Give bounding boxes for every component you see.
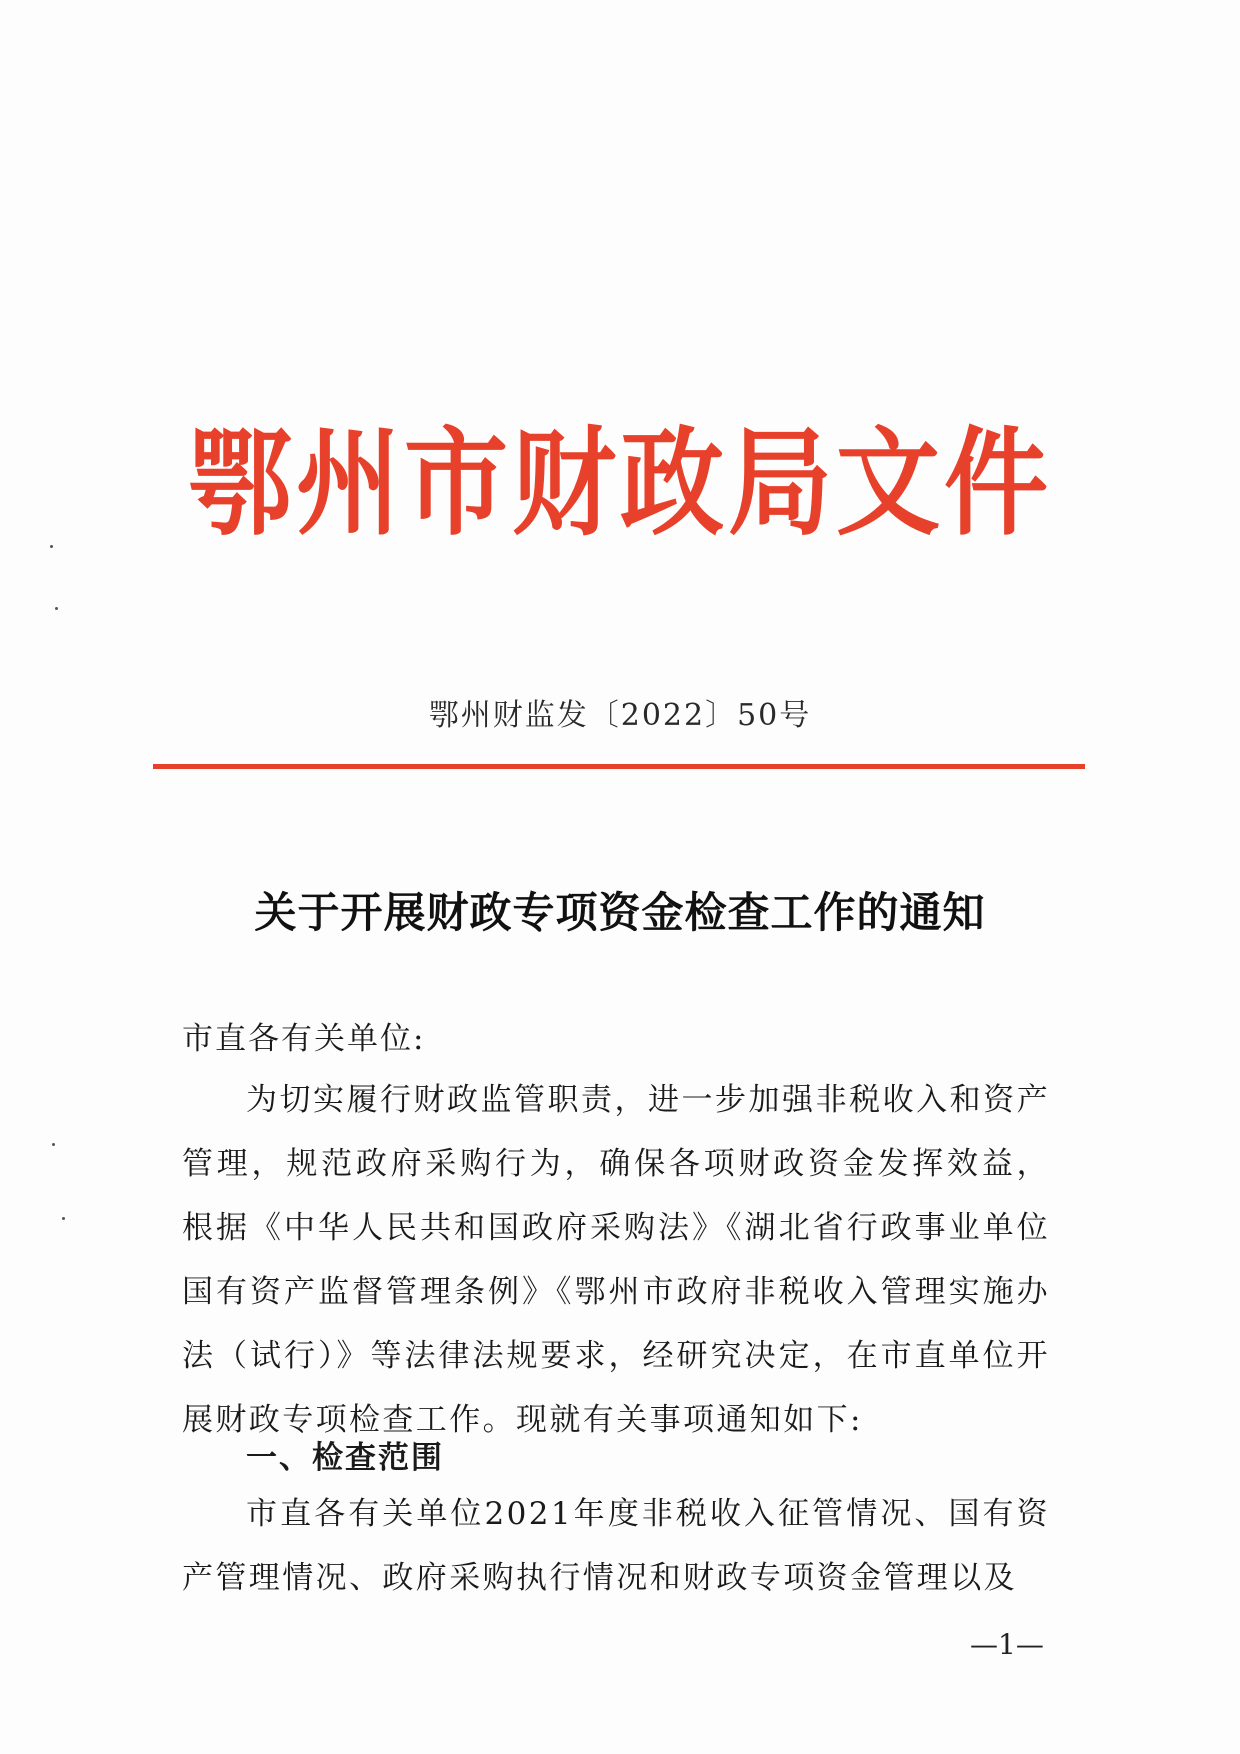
section-heading-1: 一、检查范围 — [246, 1440, 444, 1476]
scan-speck — [55, 607, 58, 610]
scan-speck — [52, 1143, 55, 1146]
scan-speck — [50, 545, 53, 548]
body-paragraph-1: 为切实履行财政监管职责，进一步加强非税收入和资产管理，规范政府采购行为，确保各项财政资金发挥效益，根据《中华人民共和国政府采购法》《湖北省行政事业单位国有资产监督管理条例》《鄂州市政府非税收入管理实施办法（试行）》等法律法规要求，经研究决定，在市直单位开展财政专项检查工作。现就有关事项通知如下: — [182, 1082, 1050, 1438]
issuer-header: 鄂州市财政局文件 — [187, 414, 1052, 552]
body-paragraph-2: 市直各有关单位2021年度非税收入征管情况、国有资产管理情况、政府采购执行情况和财政专项资金管理以及 — [182, 1496, 1050, 1596]
red-divider — [153, 764, 1085, 769]
scan-speck — [62, 1217, 65, 1220]
document-number: 鄂州财监发〔2022〕50号 — [428, 698, 812, 733]
notice-title: 关于开展财政专项资金检查工作的通知 — [254, 888, 986, 937]
page-number: —1— — [970, 1628, 1044, 1661]
salutation: 市直各有关单位: — [182, 1021, 426, 1057]
